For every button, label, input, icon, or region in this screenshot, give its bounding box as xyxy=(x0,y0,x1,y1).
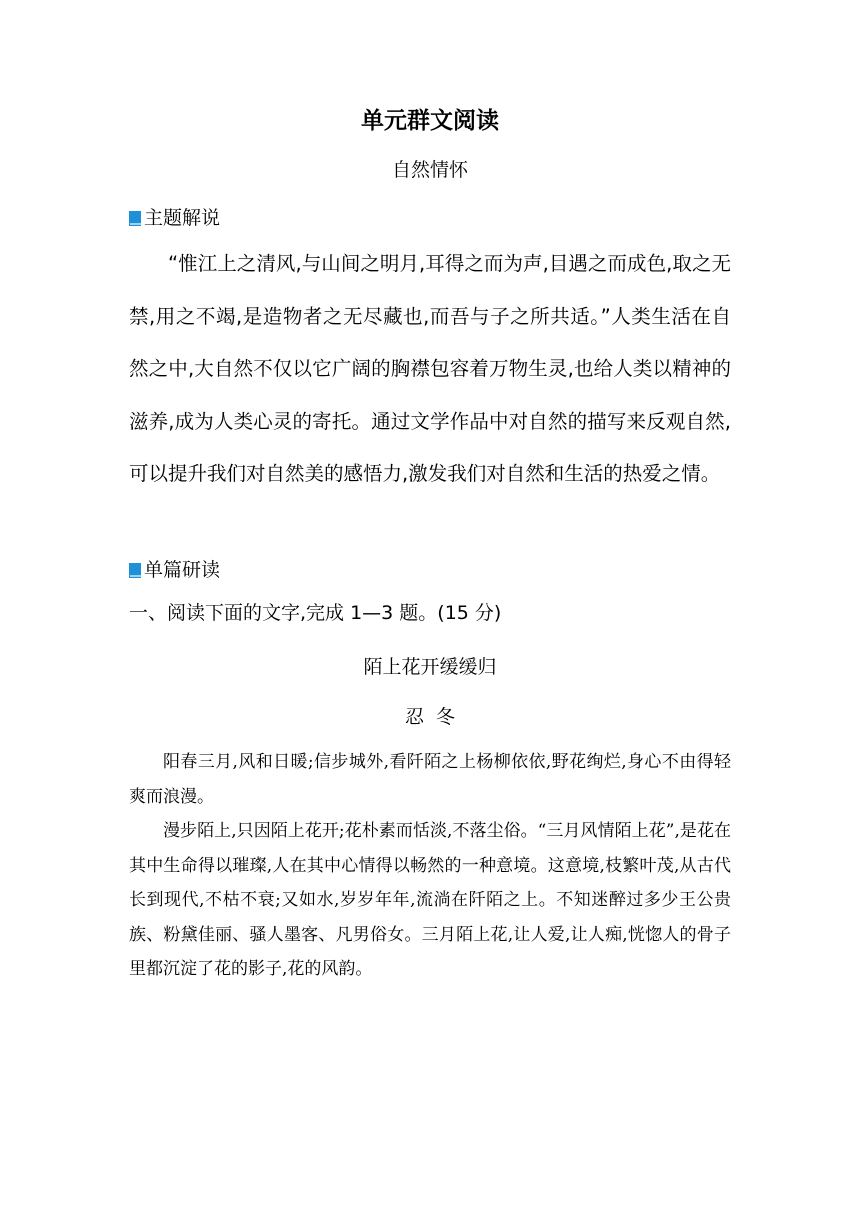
book-icon xyxy=(129,561,142,576)
section-heading-theme xyxy=(129,203,220,230)
section-heading-label: 主题解说 xyxy=(144,207,221,229)
page-title: 单元群文阅读 xyxy=(361,108,499,134)
theme-paragraph: “惟江上之清风,与山间之明月,耳得之而为声,目遇之而成色,取之无禁,用之不竭,是造物者之无尽藏也,而吾与子之所共适。”人类生活在自然之中,大自然不仅以它广阔的胸襟包容着万物生灵,也给人类以精神的滋养,成为人类心灵的寄托。通过文学作品中对自然的描写来反观自然,可以提升我们对自然美的感悟力,激发我们对自然和生活的热爱之情。 xyxy=(129,252,731,485)
article-paragraph: 漫步陌上,只因陌上花开;花朴素而恬淡,不落尘俗。“三月风情陌上花”,是花在其中生命得以璀璨,人在其中心情得以畅然的一种意境。这意境,枝繁叶茂,从古代长到现代,不枯不衰;又如水,岁岁年年,流淌在阡陌之上。不知迷醉过多少王公贵族、粉黛佳丽、骚人墨客、凡男俗女。三月陌上花,让人爱,让人痴,恍惚人的骨子里都沉淀了花的影子,花的风韵。 xyxy=(129,821,731,979)
section-heading-label: 单篇研读 xyxy=(144,559,221,581)
article-title: 陌上花开缓缓归 xyxy=(363,656,497,678)
article-author: 忍冬 xyxy=(404,706,467,728)
section-heading-reading xyxy=(129,555,220,582)
article-body xyxy=(129,745,731,987)
question-instruction: 一、阅读下面的文字,完成 1—3 题。(15 分) xyxy=(129,602,502,624)
page-subtitle: 自然情怀 xyxy=(391,159,468,181)
theme-explanation xyxy=(129,238,731,501)
article-paragraph: 阳春三月,风和日暖;信步城外,看阡陌之上杨柳依依,野花绚烂,身心不由得轻爽而浪漫。 xyxy=(129,752,731,807)
book-icon xyxy=(129,209,142,224)
